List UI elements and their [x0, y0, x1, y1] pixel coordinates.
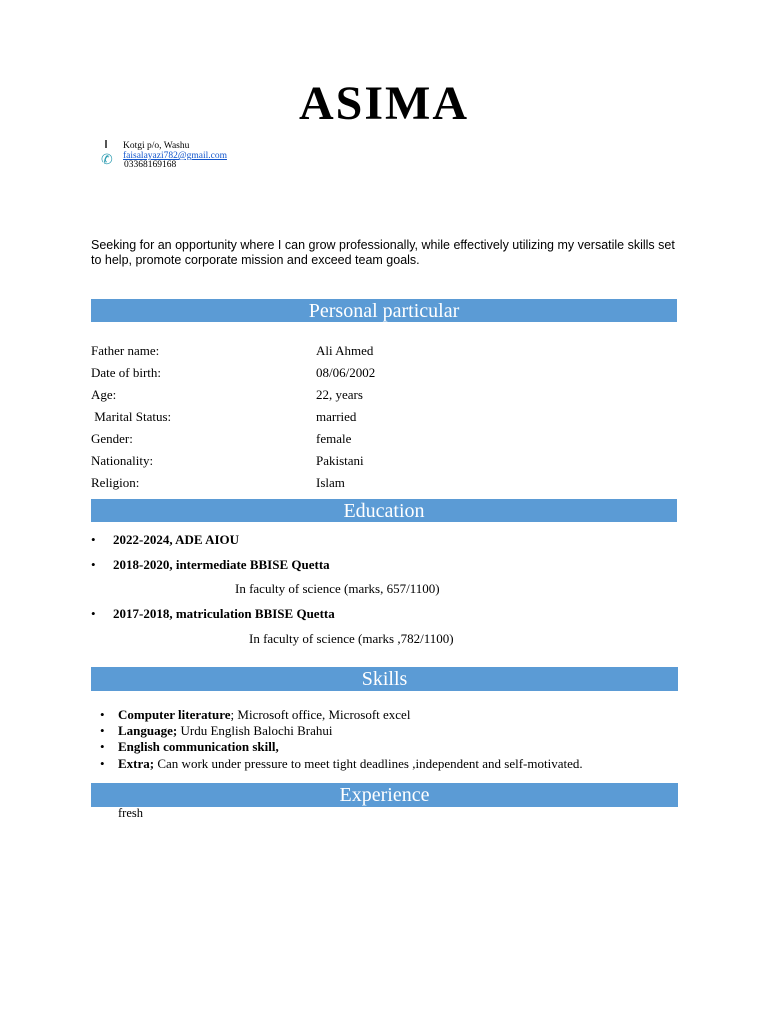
section-title-experience: Experience	[339, 784, 430, 806]
personal-value: Pakistani	[316, 453, 364, 468]
skill-text: Microsoft office, Microsoft excel	[234, 707, 411, 722]
skill-label: Language;	[118, 723, 178, 738]
personal-label: Marital Status:	[91, 409, 172, 424]
phone-number: 03368169168	[124, 160, 177, 170]
skill-label: English communication skill,	[118, 739, 279, 754]
skill-item	[118, 739, 279, 755]
personal-value: 08/06/2002	[316, 365, 376, 380]
section-title-skills: Skills	[361, 668, 408, 690]
address: Kotgi p/o, Washu	[123, 141, 190, 151]
section-title-education: Education	[343, 500, 425, 522]
skill-item	[118, 723, 333, 739]
candidate-name: ASIMA	[298, 77, 469, 130]
skill-label: Extra;	[118, 756, 155, 771]
personal-label: Nationality:	[91, 453, 154, 468]
personal-value: married	[316, 409, 357, 424]
education-item: • 2022-2024, ADE AIOU	[113, 532, 239, 548]
section-banner-personal	[91, 299, 677, 322]
skill-text: Urdu English Balochi Brahui	[177, 723, 333, 738]
personal-value: female	[316, 431, 352, 446]
email-link[interactable]: faisalayazi782@gmail.com	[123, 151, 227, 161]
experience-text: fresh	[118, 806, 143, 820]
education-item: • 2018-2020, intermediate BBISE Quetta	[113, 557, 330, 573]
personal-label: Religion:	[91, 475, 140, 490]
skill-label: Computer literature	[118, 707, 231, 722]
career-objective: Seeking for an opportunity where I can grow professionally, while effectively utilizing my versatile skills set to help, promote corporate mission and exceed team goals.	[91, 238, 675, 267]
personal-label: Date of birth:	[91, 365, 162, 380]
section-banner-education	[91, 499, 677, 522]
personal-value: 22, years	[316, 387, 363, 402]
phone-icon: ✆	[101, 153, 113, 168]
section-title-personal: Personal particular	[308, 300, 460, 322]
education-detail: In faculty of science (marks ,782/1100)	[249, 631, 454, 646]
skill-item	[118, 707, 410, 723]
personal-value: Islam	[316, 475, 345, 490]
education-detail: In faculty of science (marks, 657/1100)	[235, 581, 440, 596]
skill-separator: ;	[230, 707, 235, 722]
personal-value: Ali Ahmed	[316, 343, 374, 358]
personal-label: Father name:	[91, 343, 160, 358]
education-item: • 2017-2018, matriculation BBISE Quetta	[113, 606, 335, 622]
section-banner-experience	[91, 783, 678, 807]
skill-text: Can work under pressure to meet tight deadlines ,independent and self-motivated.	[154, 756, 583, 771]
location-pin-icon	[105, 140, 107, 148]
personal-label: Gender:	[91, 431, 133, 446]
personal-label: Age:	[91, 387, 117, 402]
skill-item	[118, 756, 583, 772]
section-banner-skills	[91, 667, 678, 691]
